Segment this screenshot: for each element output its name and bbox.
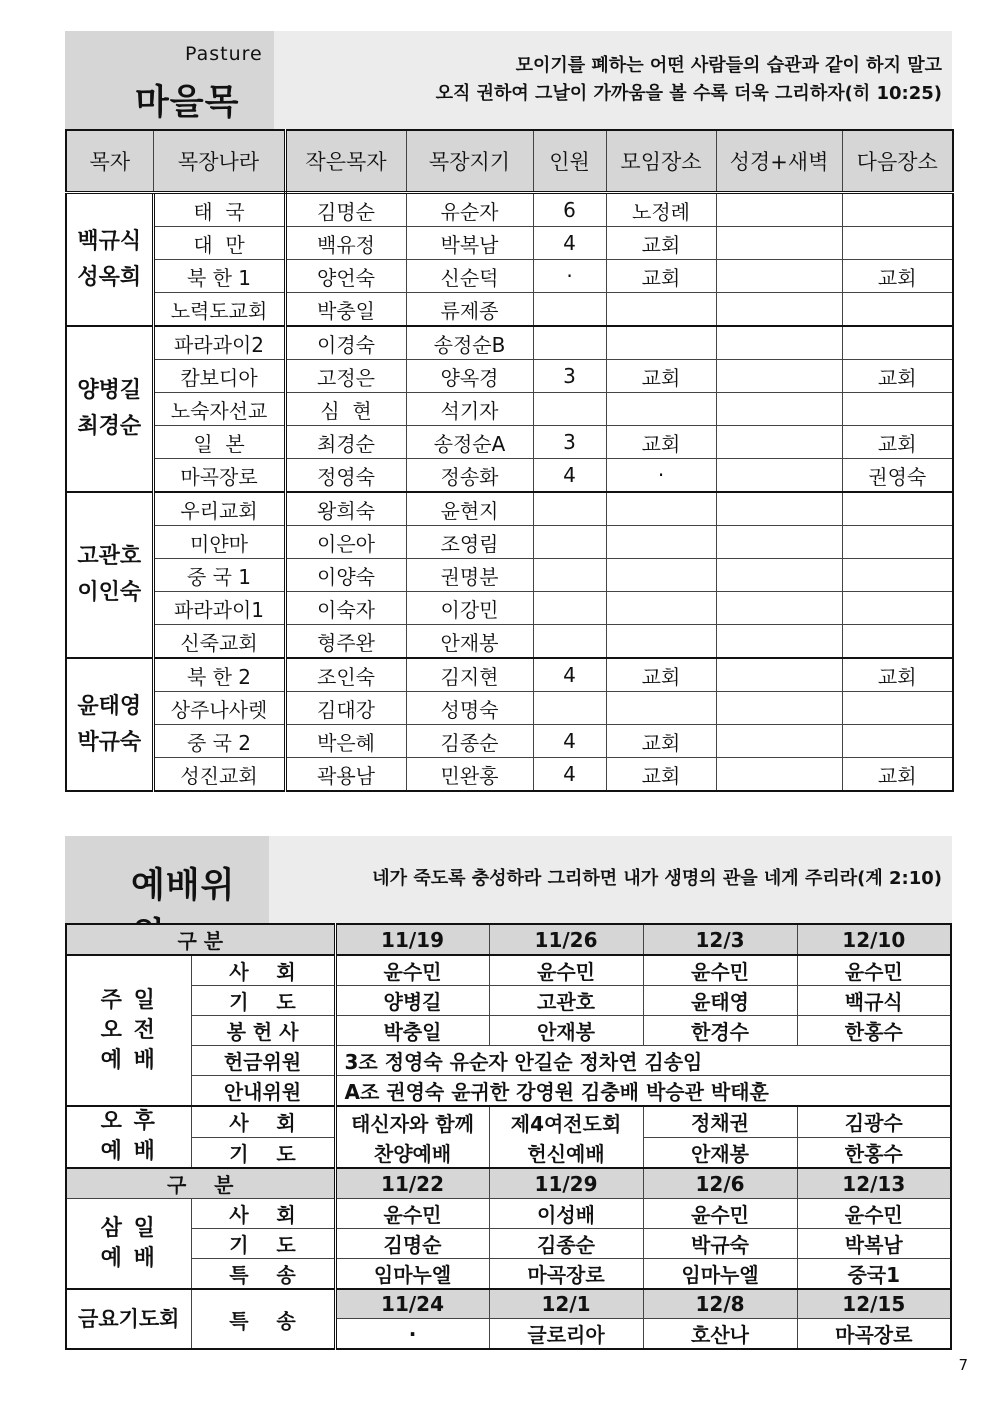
pasture-country-cell: 성진교회 — [153, 758, 285, 792]
village-title-box — [65, 31, 274, 129]
member-count-cell: 4 — [533, 459, 606, 493]
sub-shepherd-cell: 곽용남 — [285, 758, 406, 792]
member-count-cell — [533, 592, 606, 625]
wed-special-cell: 임마누엘 — [335, 1259, 489, 1290]
friday-date-row — [66, 1289, 951, 1319]
bible-dawn-cell — [716, 426, 842, 459]
village-row — [66, 326, 953, 360]
meeting-place-cell: · — [606, 459, 716, 493]
sub-shepherd-cell: 김명순 — [285, 193, 406, 227]
member-count-cell: 4 — [533, 227, 606, 260]
village-row — [66, 658, 953, 692]
village-row — [66, 459, 953, 493]
wed-special-cell: 마곡장로 — [489, 1259, 643, 1290]
wed-special-label: 특 송 — [191, 1259, 335, 1290]
village-row — [66, 692, 953, 725]
pm-special-cell: 헌신예배 — [489, 1137, 643, 1168]
friday-special-cell: 마곡장로 — [797, 1319, 951, 1350]
village-row — [66, 592, 953, 625]
village-row — [66, 193, 953, 227]
village-row — [66, 526, 953, 559]
friday-special-cell: · — [335, 1319, 489, 1350]
pasture-country-cell: 파라과이1 — [153, 592, 285, 625]
pasture-keeper-cell: 이강민 — [406, 592, 533, 625]
wed-presider-cell: 윤수민 — [643, 1199, 797, 1229]
next-place-cell — [842, 393, 953, 426]
next-place-cell: 교회 — [842, 658, 953, 692]
wednesday-prayer-row — [66, 1229, 951, 1259]
wednesday-date: 12/6 — [643, 1168, 797, 1199]
pasture-keeper-cell: 양옥경 — [406, 360, 533, 393]
pasture-country-cell: 캄보디아 — [153, 360, 285, 393]
pm-special-cell: 찬양예배 — [335, 1137, 489, 1168]
col-header: 작은목자 — [285, 130, 406, 193]
wed-presider-label: 사 회 — [191, 1199, 335, 1229]
sub-shepherd-cell: 왕희숙 — [285, 492, 406, 526]
meeting-place-cell — [606, 492, 716, 526]
bible-dawn-cell — [716, 658, 842, 692]
next-place-cell: 교회 — [842, 360, 953, 393]
pasture-country-cell: 우리교회 — [153, 492, 285, 526]
village-row — [66, 492, 953, 526]
member-count-cell — [533, 492, 606, 526]
sunday-pm-group — [66, 1106, 191, 1168]
pasture-label: Pasture — [185, 43, 263, 65]
member-count-cell — [533, 326, 606, 360]
pasture-country-cell: 노숙자선교 — [153, 393, 285, 426]
village-header-row — [66, 130, 953, 193]
next-place-cell — [842, 492, 953, 526]
next-place-cell — [842, 193, 953, 227]
village-row — [66, 758, 953, 792]
friday-date: 11/24 — [335, 1289, 489, 1319]
shepherd-name: 양병길 — [77, 378, 142, 403]
sub-shepherd-cell: 정영숙 — [285, 459, 406, 493]
wed-special-cell: 임마누엘 — [643, 1259, 797, 1290]
wed-prayer-cell: 박규숙 — [643, 1229, 797, 1259]
next-place-cell — [842, 227, 953, 260]
pasture-country-cell: 노력도교회 — [153, 293, 285, 327]
sunday-date: 12/3 — [643, 924, 797, 955]
col-header: 성경+새벽 — [716, 130, 842, 193]
friday-group: 금요기도회 — [66, 1289, 191, 1349]
wednesday-header-row — [66, 1168, 951, 1199]
presider-cell: 윤수민 — [797, 955, 951, 986]
sub-shepherd-cell: 박은혜 — [285, 725, 406, 758]
worship-verse: 네가 죽도록 충성하라 그리하면 내가 생명의 관을 네게 주리라(계 2:10) — [372, 868, 942, 889]
village-title: 마을목 — [135, 83, 240, 123]
shepherd-name: 최경순 — [77, 414, 142, 439]
friday-date: 12/15 — [797, 1289, 951, 1319]
friday-special-cell: 호산나 — [643, 1319, 797, 1350]
pasture-country-cell: 태 국 — [153, 193, 285, 227]
meeting-place-cell: 교회 — [606, 227, 716, 260]
meeting-place-cell — [606, 326, 716, 360]
wednesday-header-label: 구 분 — [66, 1168, 335, 1199]
pasture-keeper-cell: 정송화 — [406, 459, 533, 493]
bible-dawn-cell — [716, 360, 842, 393]
village-row — [66, 360, 953, 393]
pasture-keeper-cell: 신순덕 — [406, 260, 533, 293]
pasture-keeper-cell: 윤현지 — [406, 492, 533, 526]
shepherd-cell — [66, 658, 153, 791]
member-count-cell: 4 — [533, 658, 606, 692]
usher-label: 안내위원 — [191, 1076, 335, 1107]
usher-cell: A조 권영숙 윤귀한 강영원 김충배 박승관 박태훈 — [335, 1076, 951, 1107]
sunday-prayer-row — [66, 986, 951, 1016]
offering-cell: 한홍수 — [797, 1016, 951, 1046]
col-header: 목장나라 — [153, 130, 285, 193]
member-count-cell: 4 — [533, 725, 606, 758]
shepherd-cell — [66, 326, 153, 492]
pm-presider-label: 사 회 — [191, 1106, 335, 1137]
village-row — [66, 393, 953, 426]
sub-shepherd-cell: 김대강 — [285, 692, 406, 725]
next-place-cell — [842, 326, 953, 360]
meeting-place-cell — [606, 592, 716, 625]
worship-title-box — [65, 836, 269, 923]
worship-header — [65, 836, 952, 923]
presider-cell: 윤수민 — [335, 955, 489, 986]
bible-dawn-cell — [716, 692, 842, 725]
pasture-keeper-cell: 민완홍 — [406, 758, 533, 792]
wed-presider-cell: 이성배 — [489, 1199, 643, 1229]
pasture-country-cell: 일 본 — [153, 426, 285, 459]
sub-shepherd-cell: 최경순 — [285, 426, 406, 459]
pasture-keeper-cell: 김종순 — [406, 725, 533, 758]
meeting-place-cell: 교회 — [606, 426, 716, 459]
next-place-cell: 교회 — [842, 426, 953, 459]
village-row — [66, 426, 953, 459]
offering-cell: 한경수 — [643, 1016, 797, 1046]
pasture-country-cell: 북 한 1 — [153, 260, 285, 293]
sub-shepherd-cell: 박충일 — [285, 293, 406, 327]
meeting-place-cell: 교회 — [606, 658, 716, 692]
prayer-cell: 윤태영 — [643, 986, 797, 1016]
bible-dawn-cell — [716, 326, 842, 360]
pasture-keeper-cell: 석기자 — [406, 393, 533, 426]
meeting-place-cell — [606, 393, 716, 426]
pm-special-cell: 태신자와 함께 — [335, 1106, 489, 1137]
wed-presider-cell: 윤수민 — [797, 1199, 951, 1229]
member-count-cell — [533, 293, 606, 327]
wednesday-special-row — [66, 1259, 951, 1290]
next-place-cell — [842, 526, 953, 559]
sub-shepherd-cell: 이숙자 — [285, 592, 406, 625]
presider-cell: 윤수민 — [643, 955, 797, 986]
next-place-cell: 교회 — [842, 260, 953, 293]
member-count-cell — [533, 692, 606, 725]
meeting-place-cell: 노정례 — [606, 193, 716, 227]
sunday-usher-row — [66, 1076, 951, 1107]
bible-dawn-cell — [716, 559, 842, 592]
friday-special-label: 특 송 — [191, 1289, 335, 1349]
meeting-place-cell — [606, 625, 716, 659]
shepherd-name: 이인숙 — [77, 580, 142, 605]
sunday-date: 11/19 — [335, 924, 489, 955]
village-row — [66, 227, 953, 260]
shepherd-name: 윤태영 — [77, 693, 142, 719]
village-verse-line2: 오직 권하여 그날이 가까움을 볼 수록 더욱 그리하자(히 10:25) — [435, 83, 942, 104]
pasture-country-cell: 파라과이2 — [153, 326, 285, 360]
prayer-label: 기 도 — [191, 986, 335, 1016]
sunday-date: 11/26 — [489, 924, 643, 955]
wed-prayer-cell: 김종순 — [489, 1229, 643, 1259]
sunday-pm-presider-row — [66, 1106, 951, 1137]
col-header: 목자 — [66, 130, 153, 193]
sub-shepherd-cell: 백유정 — [285, 227, 406, 260]
friday-date: 12/1 — [489, 1289, 643, 1319]
sunday-pm-group-label: 오 후 예 배 — [100, 1109, 157, 1164]
sunday-offering-row — [66, 1016, 951, 1046]
offering-cell: 안재봉 — [489, 1016, 643, 1046]
sunday-header-label: 구 분 — [66, 924, 335, 955]
meeting-place-cell — [606, 692, 716, 725]
pasture-keeper-cell: 류제종 — [406, 293, 533, 327]
sub-shepherd-cell: 이경숙 — [285, 326, 406, 360]
sub-shepherd-cell: 이은아 — [285, 526, 406, 559]
next-place-cell — [842, 559, 953, 592]
pm-prayer-label: 기 도 — [191, 1137, 335, 1168]
sub-shepherd-cell: 심 현 — [285, 393, 406, 426]
bible-dawn-cell — [716, 193, 842, 227]
village-verse-line1: 모이기를 폐하는 어떤 사람들의 습관과 같이 하지 말고 — [515, 55, 942, 76]
wed-special-cell: 중국1 — [797, 1259, 951, 1290]
pasture-country-cell: 대 만 — [153, 227, 285, 260]
wednesday-group-label: 삼 일 예 배 — [100, 1215, 157, 1271]
money-cell: 3조 정영숙 유순자 안길순 정차연 김송임 — [335, 1046, 951, 1076]
pasture-keeper-cell: 유순자 — [406, 193, 533, 227]
bible-dawn-cell — [716, 526, 842, 559]
bible-dawn-cell — [716, 492, 842, 526]
pasture-country-cell: 중 국 2 — [153, 725, 285, 758]
sunday-header-row — [66, 924, 951, 955]
meeting-place-cell: 교회 — [606, 260, 716, 293]
shepherd-name: 성옥희 — [77, 264, 142, 290]
next-place-cell — [842, 692, 953, 725]
meeting-place-cell: 교회 — [606, 360, 716, 393]
sub-shepherd-cell: 이양숙 — [285, 559, 406, 592]
wed-prayer-cell: 김명순 — [335, 1229, 489, 1259]
sub-shepherd-cell: 형주완 — [285, 625, 406, 659]
pasture-keeper-cell: 송정순A — [406, 426, 533, 459]
pasture-keeper-cell: 송정순B — [406, 326, 533, 360]
wednesday-group — [66, 1199, 191, 1290]
worship-table — [65, 923, 952, 1350]
pasture-country-cell: 중 국 1 — [153, 559, 285, 592]
bible-dawn-cell — [716, 758, 842, 792]
meeting-place-cell — [606, 526, 716, 559]
shepherd-name: 박규숙 — [77, 729, 142, 755]
col-header: 모임장소 — [606, 130, 716, 193]
village-table — [65, 129, 954, 792]
sunday-money-row — [66, 1046, 951, 1076]
next-place-cell — [842, 625, 953, 659]
member-count-cell: 6 — [533, 193, 606, 227]
pm-prayer-cell: 한홍수 — [797, 1137, 951, 1168]
prayer-cell: 백규식 — [797, 986, 951, 1016]
sunday-presider-row — [66, 955, 951, 986]
next-place-cell — [842, 592, 953, 625]
pasture-country-cell: 마곡장로 — [153, 459, 285, 493]
member-count-cell: 4 — [533, 758, 606, 792]
col-header: 인원 — [533, 130, 606, 193]
pm-special-cell: 제4여전도회 — [489, 1106, 643, 1137]
village-header — [65, 31, 952, 129]
next-place-cell — [842, 725, 953, 758]
pasture-keeper-cell: 김지현 — [406, 658, 533, 692]
village-row — [66, 625, 953, 659]
shepherd-cell — [66, 193, 153, 327]
bible-dawn-cell — [716, 293, 842, 327]
pasture-keeper-cell: 권명분 — [406, 559, 533, 592]
worship-title: 예배위 — [131, 866, 236, 906]
sunday-am-group-label: 주 일 오 전 예 배 — [100, 987, 157, 1073]
wed-prayer-cell: 박복남 — [797, 1229, 951, 1259]
sub-shepherd-cell: 양언숙 — [285, 260, 406, 293]
offering-cell: 박충일 — [335, 1016, 489, 1046]
page-number: 7 — [958, 1356, 968, 1374]
offering-label: 봉 헌 사 — [191, 1016, 335, 1046]
bible-dawn-cell — [716, 393, 842, 426]
next-place-cell: 권영숙 — [842, 459, 953, 493]
bible-dawn-cell — [716, 227, 842, 260]
wednesday-date: 11/22 — [335, 1168, 489, 1199]
wednesday-date: 11/29 — [489, 1168, 643, 1199]
pasture-keeper-cell: 성명숙 — [406, 692, 533, 725]
meeting-place-cell: 교회 — [606, 725, 716, 758]
pasture-country-cell: 북 한 2 — [153, 658, 285, 692]
member-count-cell — [533, 526, 606, 559]
money-label: 헌금위원 — [191, 1046, 335, 1076]
pasture-keeper-cell: 조영림 — [406, 526, 533, 559]
next-place-cell: 교회 — [842, 758, 953, 792]
pm-presider-cell: 정채권 — [643, 1106, 797, 1137]
col-header: 다음장소 — [842, 130, 953, 193]
friday-special-cell: 글로리아 — [489, 1319, 643, 1350]
pasture-country-cell: 신죽교회 — [153, 625, 285, 659]
bible-dawn-cell — [716, 625, 842, 659]
pasture-keeper-cell: 안재봉 — [406, 625, 533, 659]
member-count-cell: 3 — [533, 360, 606, 393]
wed-presider-cell: 윤수민 — [335, 1199, 489, 1229]
member-count-cell: 3 — [533, 426, 606, 459]
presider-cell: 윤수민 — [489, 955, 643, 986]
village-row — [66, 293, 953, 327]
pasture-country-cell: 미얀마 — [153, 526, 285, 559]
wednesday-presider-row — [66, 1199, 951, 1229]
pasture-country-cell: 상주나사렛 — [153, 692, 285, 725]
bible-dawn-cell — [716, 459, 842, 493]
next-place-cell — [842, 293, 953, 327]
bible-dawn-cell — [716, 592, 842, 625]
sub-shepherd-cell: 조인숙 — [285, 658, 406, 692]
sub-shepherd-cell: 고정은 — [285, 360, 406, 393]
village-row — [66, 260, 953, 293]
prayer-cell: 고관호 — [489, 986, 643, 1016]
sunday-pm-prayer-row — [66, 1137, 951, 1168]
shepherd-cell — [66, 492, 153, 658]
sunday-am-group — [66, 955, 191, 1106]
wed-prayer-label: 기 도 — [191, 1229, 335, 1259]
village-row — [66, 725, 953, 758]
shepherd-name: 백규식 — [77, 228, 142, 254]
prayer-cell: 양병길 — [335, 986, 489, 1016]
pm-prayer-cell: 안재봉 — [643, 1137, 797, 1168]
member-count-cell: · — [533, 260, 606, 293]
friday-date: 12/8 — [643, 1289, 797, 1319]
member-count-cell — [533, 393, 606, 426]
bible-dawn-cell — [716, 260, 842, 293]
pm-presider-cell: 김광수 — [797, 1106, 951, 1137]
village-row — [66, 559, 953, 592]
shepherd-name: 고관호 — [77, 544, 142, 569]
meeting-place-cell — [606, 559, 716, 592]
col-header: 목장지기 — [406, 130, 533, 193]
bible-dawn-cell — [716, 725, 842, 758]
pasture-keeper-cell: 박복남 — [406, 227, 533, 260]
sunday-date: 12/10 — [797, 924, 951, 955]
presider-label: 사 회 — [191, 955, 335, 986]
wednesday-date: 12/13 — [797, 1168, 951, 1199]
member-count-cell — [533, 559, 606, 592]
member-count-cell — [533, 625, 606, 659]
meeting-place-cell: 교회 — [606, 758, 716, 792]
meeting-place-cell — [606, 293, 716, 327]
